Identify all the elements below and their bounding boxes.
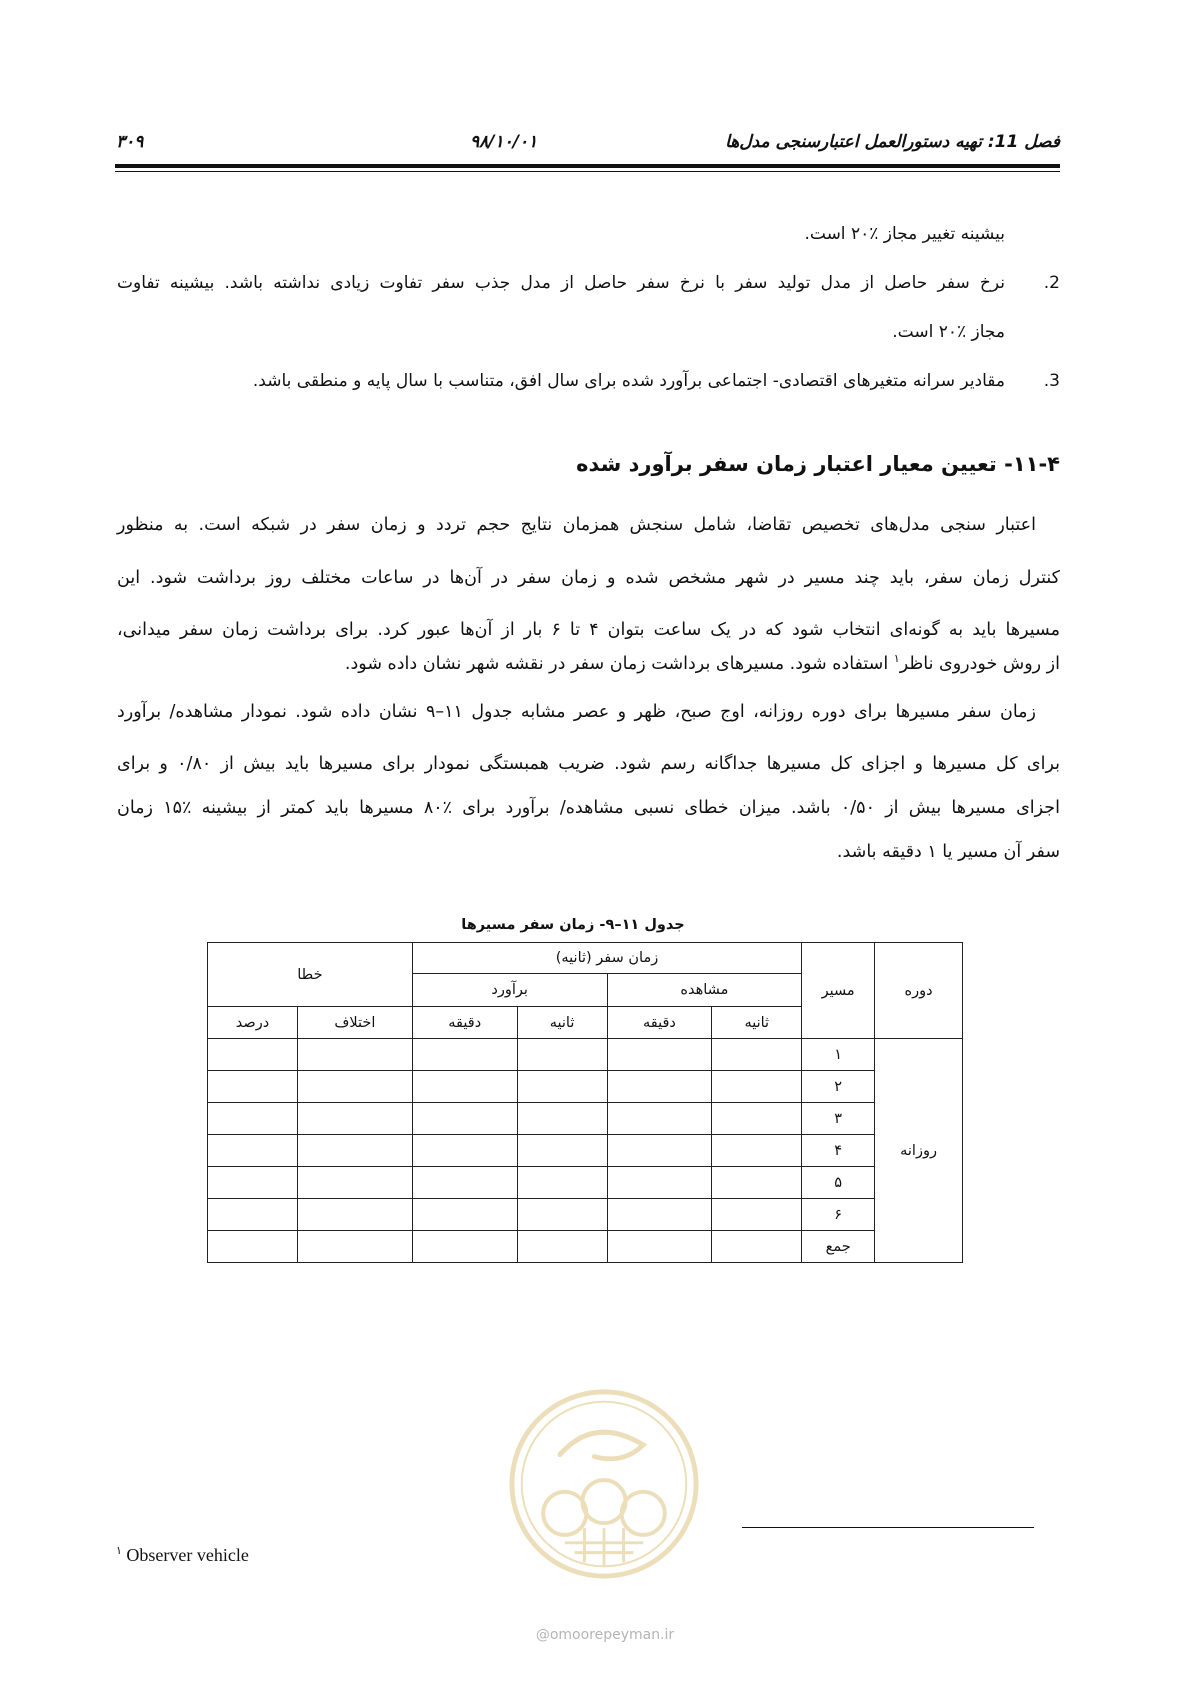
period-cell: روزانه xyxy=(875,1039,963,1263)
table-row xyxy=(208,1039,963,1071)
list-item-3-number: 3. xyxy=(1043,371,1060,391)
watermark-logo xyxy=(506,1386,702,1582)
header-estimated: برآورد xyxy=(412,974,607,1007)
header-rule-thick xyxy=(115,164,1060,168)
footnote xyxy=(116,1544,249,1566)
list-continuation: بیشینه تغییر مجاز ٪۲۰ است. xyxy=(804,224,1005,244)
paragraph-1-line-4-text-b: استفاده شود. مسیرهای برداشت زمان سفر در نقشه شهر نشان داده شود. xyxy=(344,653,894,674)
header-travel-time: زمان سفر (ثانیه) xyxy=(412,943,801,974)
route-cell: ۶ xyxy=(802,1199,875,1231)
paragraph-1-line-1: اعتبار سنجی مدل‌های تخصیص تقاضا، شامل سنجش همزمان نتایج حجم تردد و زمان سفر در شبکه است. به منظور xyxy=(117,515,1036,535)
paragraph-1-line-4 xyxy=(117,652,1060,674)
footnote-text: Observer vehicle xyxy=(126,1545,249,1565)
table-row xyxy=(208,1071,963,1103)
section-heading: ۱۱-۴- تعیین معیار اعتبار زمان سفر برآورد شده xyxy=(576,452,1060,476)
header-route: مسیر xyxy=(802,943,875,1039)
running-header-date: ۹۸/۱۰/۰۱ xyxy=(470,132,538,152)
table-row xyxy=(208,1199,963,1231)
header-observed-second: ثانیه xyxy=(712,1007,802,1039)
footnote-separator xyxy=(742,1527,1034,1528)
paragraph-1-line-3: مسیرها باید به گونه‌ای انتخاب شود که در یک ساعت بتوان ۴ تا ۶ بار از آن‌ها عبور کرد. برای برداشت زمان سفر میدانی، xyxy=(117,620,1061,640)
header-difference: اختلاف xyxy=(297,1007,412,1039)
header-estimated-minute: دقیقه xyxy=(412,1007,517,1039)
route-cell: ۴ xyxy=(802,1135,875,1167)
route-cell-total: جمع xyxy=(802,1231,875,1263)
list-item-2-number: 2. xyxy=(1043,273,1060,293)
paragraph-2-line-3: اجزای مسیرها بیش از ۰/۵۰ باشد. میزان خطای نسبی مشاهده/ برآورد برای ٪۸۰ مسیرها باید کمتر از بیشینه ٪۱۵ زمان xyxy=(117,798,1060,818)
paragraph-1-line-4-text-a: از روش خودروی ناظر xyxy=(899,653,1060,674)
list-item-2-line-2: مجاز ٪۲۰ است. xyxy=(892,322,1005,342)
header-rule-thin xyxy=(115,171,1060,172)
header-observed: مشاهده xyxy=(607,974,802,1007)
list-item-2-line-1: نرخ سفر حاصل از مدل تولید سفر با نرخ سفر حاصل از مدل جذب سفر تفاوت زیادی نداشته باشد. بیشینه تفاوت xyxy=(117,273,1005,293)
list-item-3-line-1: مقادیر سرانه متغیرهای اقتصادی- اجتماعی برآورد شده برای سال افق، متناسب با سال پایه و منطقی باشد. xyxy=(252,371,1005,391)
watermark-url: @omoorepeyman.ir xyxy=(535,1627,675,1643)
header-percent: درصد xyxy=(208,1007,298,1039)
table-row xyxy=(208,1167,963,1199)
paragraph-1-line-2: کنترل زمان سفر، باید چند مسیر در شهر مشخص شده و زمان سفر در آن‌ها در ساعات مختلف روز برداشت شود. این xyxy=(117,568,1060,588)
table-header-row-1 xyxy=(208,943,963,974)
paragraph-2-line-2: برای کل مسیرها و اجزای کل مسیرها جداگانه رسم شود. ضریب همبستگی نمودار برای مسیرها باید بیش از ۰/۸۰ و برای xyxy=(117,754,1060,774)
route-cell: ۱ xyxy=(802,1039,875,1071)
header-observed-minute: دقیقه xyxy=(607,1007,712,1039)
table-row xyxy=(208,1103,963,1135)
table-caption: جدول ۱۱–۹- زمان سفر مسیرها xyxy=(461,917,685,933)
route-cell: ۵ xyxy=(802,1167,875,1199)
route-cell: ۳ xyxy=(802,1103,875,1135)
footnote-reference: ۱ xyxy=(893,652,900,665)
header-error: خطا xyxy=(208,943,413,1007)
header-estimated-second: ثانیه xyxy=(517,1007,607,1039)
paragraph-2-line-1: زمان سفر مسیرها برای دوره روزانه، اوج صبح، ظهر و عصر مشابه جدول ۱۱–۹ نشان داده شود. نمودار مشاهده/ برآورد xyxy=(117,702,1037,722)
running-header-title: فصل 11: تهیه دستورالعمل اعتبارسنجی مدل‌ها xyxy=(725,132,1060,152)
route-cell: ۲ xyxy=(802,1071,875,1103)
footnote-mark: ۱ xyxy=(116,1545,122,1557)
table-row xyxy=(208,1231,963,1263)
page-number: ۳۰۹ xyxy=(116,132,144,152)
travel-time-table xyxy=(207,942,963,1263)
table-row xyxy=(208,1135,963,1167)
header-period: دوره xyxy=(875,943,963,1039)
paragraph-2-line-4: سفر آن مسیر یا ۱ دقیقه باشد. xyxy=(836,842,1060,862)
